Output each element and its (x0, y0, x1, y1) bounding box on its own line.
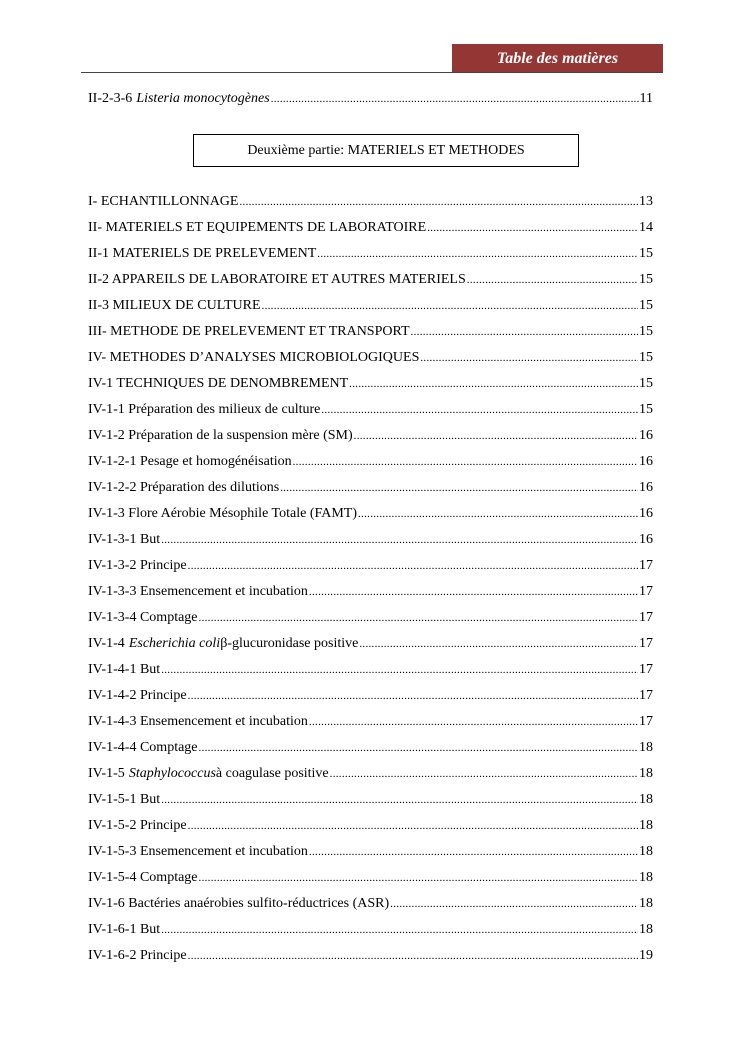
header-title: Table des matières (452, 44, 663, 73)
page-number: 14 (639, 220, 653, 235)
page-number: 18 (639, 922, 653, 937)
page-number: 18 (639, 792, 653, 807)
page-number: 18 (639, 844, 653, 859)
section-title-box: Deuxième partie: MATERIELS ET METHODES (193, 134, 579, 167)
page-number: 15 (639, 246, 653, 261)
dot-leader (309, 582, 638, 602)
dot-leader (427, 218, 638, 238)
header-rule (81, 72, 663, 73)
page-number: 18 (639, 766, 653, 781)
toc-entry[interactable]: IV-1-3-4 Comptage ..... 17 (88, 608, 653, 628)
page-number: 15 (639, 350, 653, 365)
dot-leader (188, 816, 638, 836)
toc-entry[interactable]: I- ECHANTILLONNAGE ..... 13 (88, 192, 653, 212)
page-number: 17 (639, 662, 653, 677)
page-number: 18 (639, 740, 653, 755)
toc-entry[interactable]: IV-1-5 Staphylococcus à coagulase positive ..... 18 (88, 764, 653, 784)
dot-leader (359, 634, 638, 654)
dot-leader (467, 270, 638, 290)
page-number: 17 (639, 714, 653, 729)
toc-entry[interactable]: IV-1-3-3 Ensemencement et incubation ..... 17 (88, 582, 653, 602)
toc-entry[interactable]: IV-1-5-1 But ..... 18 (88, 790, 653, 810)
page-number: 15 (639, 272, 653, 287)
toc-entry[interactable]: II-2-3-6 Listeria monocytogènes ..... 11 (88, 89, 653, 109)
toc-entry[interactable]: IV-1-4 Escherichia coli β-glucuronidase positive ..... 17 (88, 634, 653, 654)
page-number: 11 (639, 91, 653, 106)
toc-entry[interactable]: IV-1 TECHNIQUES DE DENOMBREMENT ..... 15 (88, 374, 653, 394)
dot-leader (188, 946, 638, 966)
page-number: 17 (639, 688, 653, 703)
dot-leader (317, 244, 638, 264)
page-number: 16 (639, 532, 653, 547)
page-number: 18 (639, 870, 653, 885)
toc-entry[interactable]: IV-1-2 Préparation de la suspension mère (SM) ..... 16 (88, 426, 653, 446)
page-number: 17 (639, 636, 653, 651)
dot-leader (390, 894, 638, 914)
page-number: 18 (639, 818, 653, 833)
toc-entry[interactable]: IV-1-2-2 Préparation des dilutions ..... 16 (88, 478, 653, 498)
page-number: 17 (639, 610, 653, 625)
dot-leader (354, 426, 638, 446)
toc-entry[interactable]: II-3 MILIEUX DE CULTURE ..... 15 (88, 296, 653, 316)
toc-entry[interactable]: IV-1-4-4 Comptage ..... 18 (88, 738, 653, 758)
dot-leader (161, 530, 638, 550)
dot-leader (309, 842, 638, 862)
toc-entry[interactable]: IV-1-6-2 Principe ..... 19 (88, 946, 653, 966)
toc-entry[interactable]: IV-1-4-2 Principe ..... 17 (88, 686, 653, 706)
page-number: 18 (639, 896, 653, 911)
toc-entry[interactable]: IV-1-3-1 But ..... 16 (88, 530, 653, 550)
page-number: 15 (639, 402, 653, 417)
dot-leader (161, 790, 638, 810)
toc-entry[interactable]: IV-1-2-1 Pesage et homogénéisation ..... 16 (88, 452, 653, 472)
toc-entry[interactable]: IV-1-5-2 Principe ..... 18 (88, 816, 653, 836)
page-number: 16 (639, 454, 653, 469)
toc-entry[interactable]: IV-1-4-3 Ensemencement et incubation ..... 17 (88, 712, 653, 732)
dot-leader (411, 322, 638, 342)
dot-leader (309, 712, 638, 732)
toc-entry[interactable]: IV-1-4-1 But ..... 17 (88, 660, 653, 680)
toc-entry[interactable]: IV-1-1 Préparation des milieux de culture ..... 15 (88, 400, 653, 420)
page-number: 17 (639, 584, 653, 599)
dot-leader (188, 556, 638, 576)
toc-entry[interactable]: II- MATERIELS ET EQUIPEMENTS DE LABORATOIRE ..... 14 (88, 218, 653, 238)
toc-entry[interactable]: IV-1-3-2 Principe ..... 17 (88, 556, 653, 576)
dot-leader (239, 192, 638, 212)
toc-entry[interactable]: IV-1-5-3 Ensemencement et incubation ..... 18 (88, 842, 653, 862)
page-number: 15 (639, 298, 653, 313)
page-number: 16 (639, 480, 653, 495)
dot-leader (293, 452, 638, 472)
dot-leader (271, 89, 639, 109)
toc-entry[interactable]: IV-1-6-1 But ..... 18 (88, 920, 653, 940)
toc-entry[interactable]: IV- METHODES D’ANALYSES MICROBIOLOGIQUES ..... 15 (88, 348, 653, 368)
dot-leader (420, 348, 638, 368)
dot-leader (161, 920, 638, 940)
toc-entry[interactable]: IV-1-6 Bactéries anaérobies sulfito-réductrices (ASR) ..... 18 (88, 894, 653, 914)
dot-leader (358, 504, 638, 524)
dot-leader (199, 738, 638, 758)
dot-leader (280, 478, 638, 498)
dot-leader (161, 660, 638, 680)
page-number: 16 (639, 506, 653, 521)
page-number: 13 (639, 194, 653, 209)
dot-leader (188, 686, 638, 706)
dot-leader (330, 764, 638, 784)
toc-entry[interactable]: III- METHODE DE PRELEVEMENT ET TRANSPORT ..... 15 (88, 322, 653, 342)
dot-leader (321, 400, 638, 420)
page-number: 15 (639, 324, 653, 339)
toc-entry[interactable]: IV-1-3 Flore Aérobie Mésophile Totale (FAMT) ..... 16 (88, 504, 653, 524)
dot-leader (199, 608, 638, 628)
page-number: 19 (639, 948, 653, 963)
toc-entry[interactable]: IV-1-5-4 Comptage ..... 18 (88, 868, 653, 888)
toc-entry[interactable]: II-1 MATERIELS DE PRELEVEMENT ..... 15 (88, 244, 653, 264)
dot-leader (349, 374, 638, 394)
dot-leader (262, 296, 638, 316)
page-number: 16 (639, 428, 653, 443)
page-number: 17 (639, 558, 653, 573)
toc-entry[interactable]: II-2 APPAREILS DE LABORATOIRE ET AUTRES MATERIELS ..... 15 (88, 270, 653, 290)
dot-leader (199, 868, 638, 888)
page-number: 15 (639, 376, 653, 391)
